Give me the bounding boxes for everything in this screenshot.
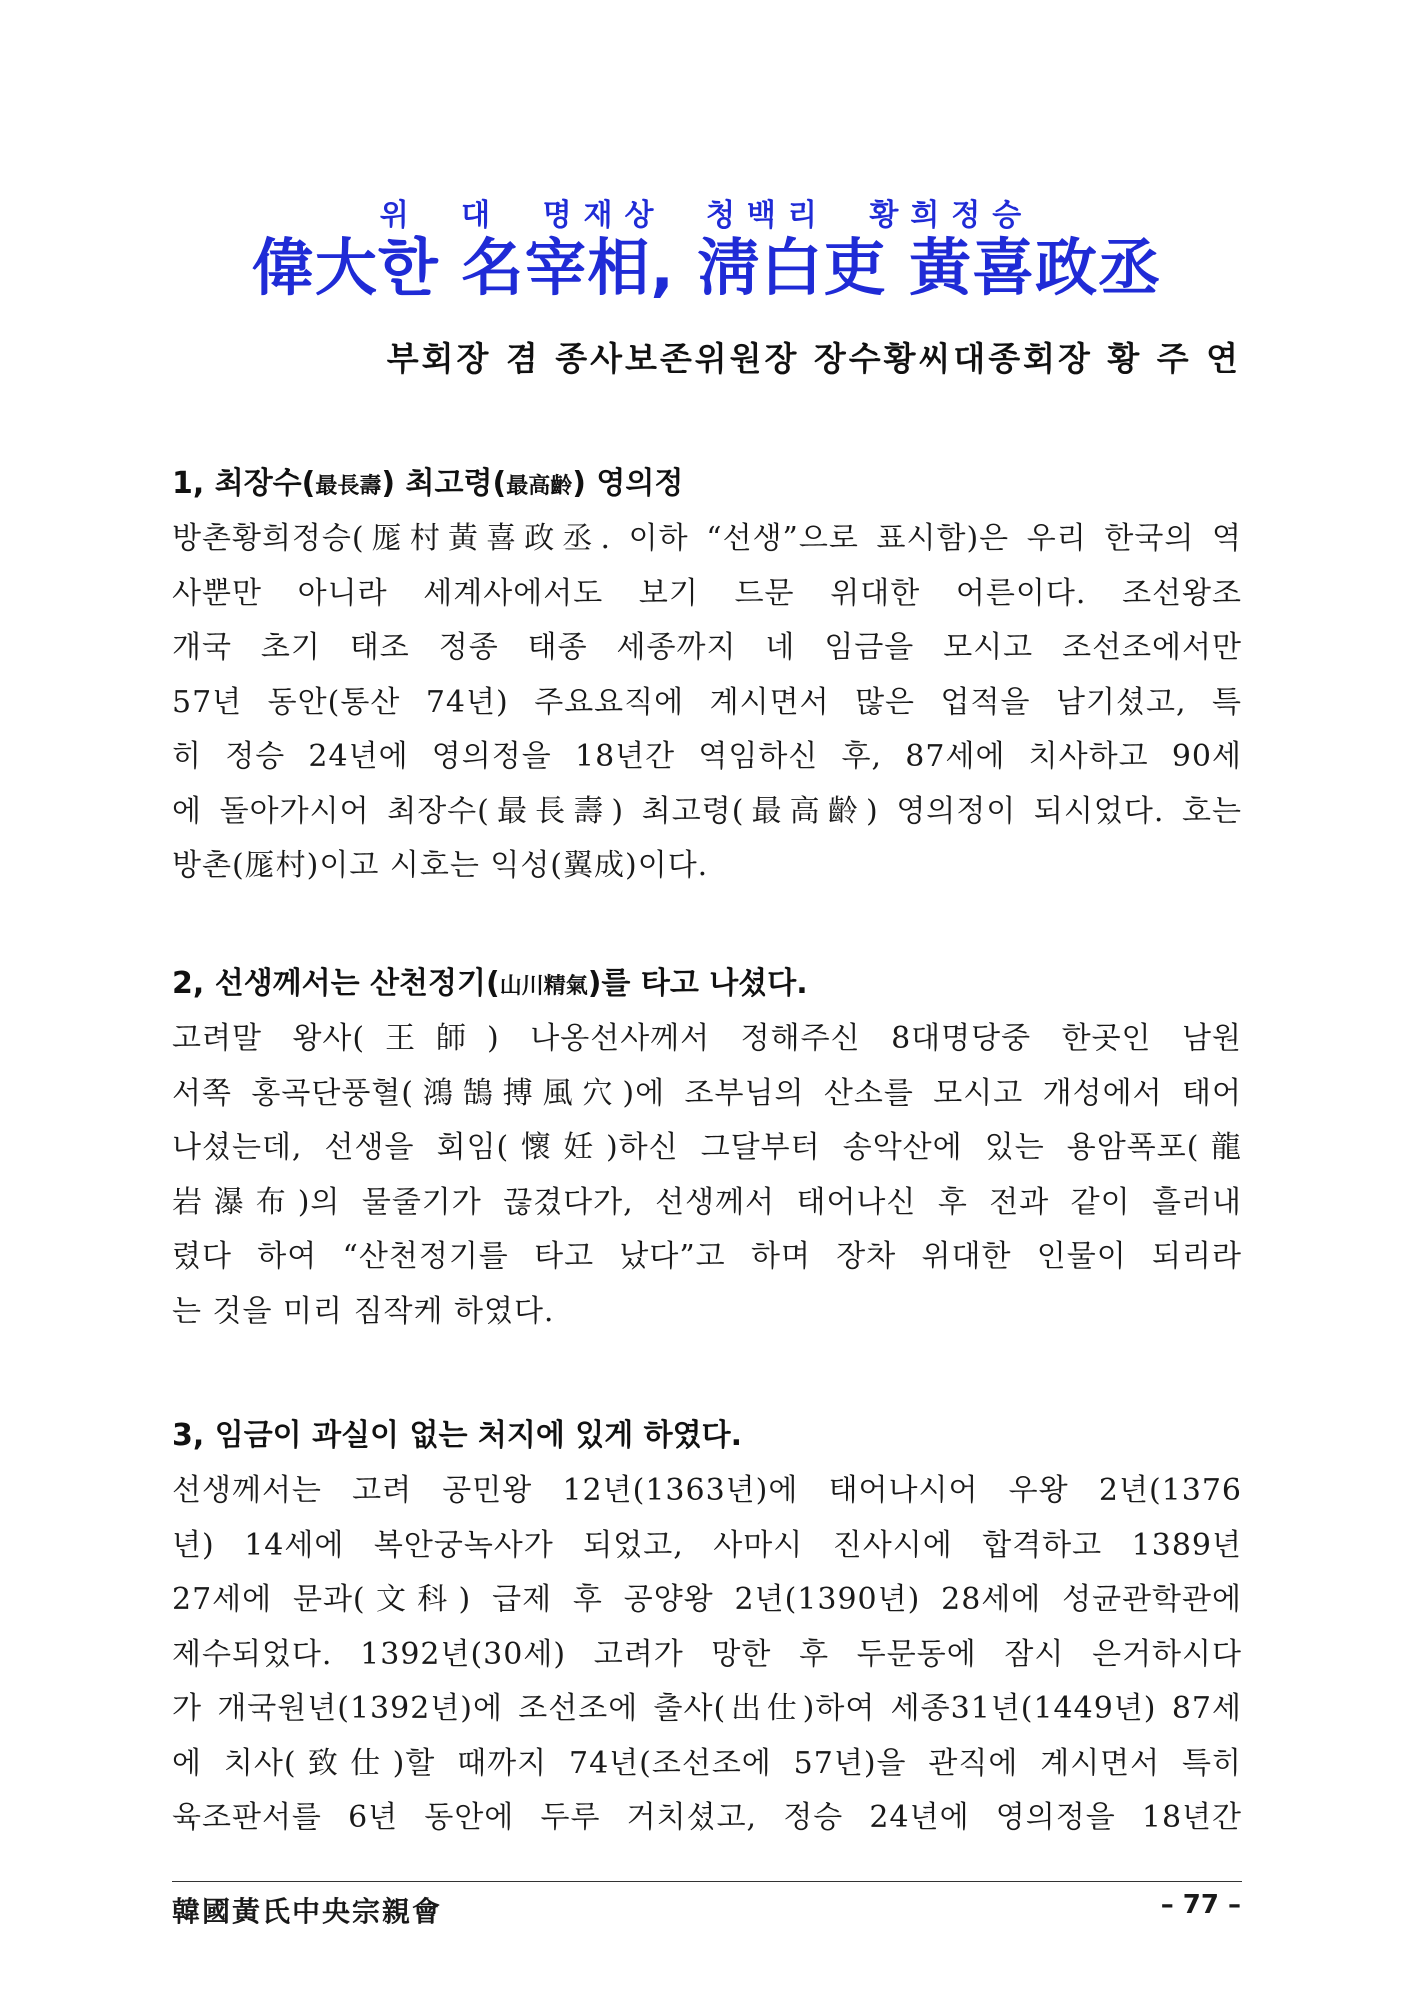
text-line: 서쪽 홍곡단풍혈(鴻鵠搏風穴)에 조부님의 산소를 모시고 개성에서 태어 [172, 1075, 1242, 1111]
text-line: 에 돌아가시어 최장수(最長壽) 최고령(最高齡) 영의정이 되시었다. 호는 [172, 793, 1242, 829]
heading-hanja: 最長壽 [315, 474, 382, 499]
footer-organization: 韓國黃氏中央宗親會 [172, 1895, 443, 1928]
heading-text: ) 영의정 [572, 466, 684, 501]
text-line: 27세에 문과(文科) 급제 후 공양왕 2년(1390년) 28세에 성균관학관에 [172, 1582, 1242, 1617]
text-line: 선생께서는 고려 공민왕 12년(1363년)에 태어나시어 우왕 2년(1376 [172, 1473, 1242, 1508]
section-2-heading [172, 958, 1242, 1002]
section-1-heading [172, 458, 1242, 502]
text-line: 년) 14세에 복안궁녹사가 되었고, 사마시 진사시에 합격하고 1389년 [172, 1527, 1242, 1563]
heading-hanja: 最高齡 [506, 474, 573, 499]
heading-text: ) 최고령( [381, 466, 507, 501]
text-line: 방촌황희정승(厖村黃喜政丞. 이하 “선생”으로 표시함)은 우리 한국의 역 [172, 521, 1242, 556]
text-line: 는 것을 미리 짐작케 하였다. [172, 1293, 555, 1329]
text-line: 육조판서를 6년 동안에 두루 거치셨고, 정승 24년에 영의정을 18년간 [172, 1800, 1242, 1835]
text-line: 개국 초기 태조 정종 태종 세종까지 네 임금을 모시고 조선조에서만 [172, 630, 1242, 665]
text-line: 히 정승 24년에 영의정을 18년간 역임하신 후, 87세에 치사하고 90세 [172, 739, 1242, 774]
section-3 [172, 1410, 1242, 1846]
section-1-paragraph [172, 512, 1242, 894]
section-2-paragraph [172, 1012, 1242, 1339]
section-3-paragraph [172, 1464, 1242, 1846]
section-3-heading [172, 1410, 1242, 1454]
page-title: 偉大한 名宰相, 淸白吏 黃喜政丞 [251, 231, 1162, 304]
author-line: 부회장 겸 종사보존위원장 장수황씨대종회장 황 주 연 [386, 339, 1241, 378]
text-line: 가 개국원년(1392년)에 조선조에 출사(出仕)하여 세종31년(1449년) 87세 [172, 1691, 1242, 1726]
text-line: 제수되었다. 1392년(30세) 고려가 망한 후 두문동에 잠시 은거하시다 [172, 1636, 1242, 1672]
heading-hanja: 山川精氣 [499, 974, 588, 999]
text-line: 사뿐만 아니라 세계사에서도 보기 드문 위대한 어른이다. 조선왕조 [172, 575, 1242, 611]
heading-text: 1, 최장수( [172, 466, 316, 501]
heading-text: 3, 임금이 과실이 없는 처지에 있게 하였다. [172, 1418, 743, 1453]
footer-divider [172, 1881, 1242, 1882]
text-line: 57년 동안(통산 74년) 주요요직에 계시면서 많은 업적을 남기셨고, 특 [172, 684, 1242, 720]
heading-text: 2, 선생께서는 산천정기( [172, 966, 500, 1001]
text-line: 고려말 왕사(王師) 나옹선사께서 정해주신 8대명당중 한곳인 남원 [172, 1021, 1242, 1056]
section-1 [172, 458, 1242, 894]
heading-text: )를 타고 나셨다. [587, 966, 808, 1001]
section-2 [172, 958, 1242, 1339]
text-line: 방촌(厖村)이고 시호는 익성(翼成)이다. [172, 848, 709, 883]
title-ruby: 위 대 명재상 청백리 황희정승 [379, 198, 1034, 233]
text-line: 岩瀑布)의 물줄기가 끊겼다가, 선생께서 태어나신 후 전과 같이 흘러내 [172, 1184, 1242, 1220]
page-number: – 77 – [1160, 1890, 1241, 1920]
text-line: 렸다 하여 “산천정기를 타고 났다”고 하며 장차 위대한 인물이 되리라 [172, 1239, 1242, 1274]
text-line: 에 치사(致仕)할 때까지 74년(조선조에 57년)을 관직에 계시면서 특히 [172, 1745, 1242, 1781]
text-line: 나셨는데, 선생을 회임(懷妊)하신 그달부터 송악산에 있는 용암폭포(龍 [172, 1130, 1242, 1165]
